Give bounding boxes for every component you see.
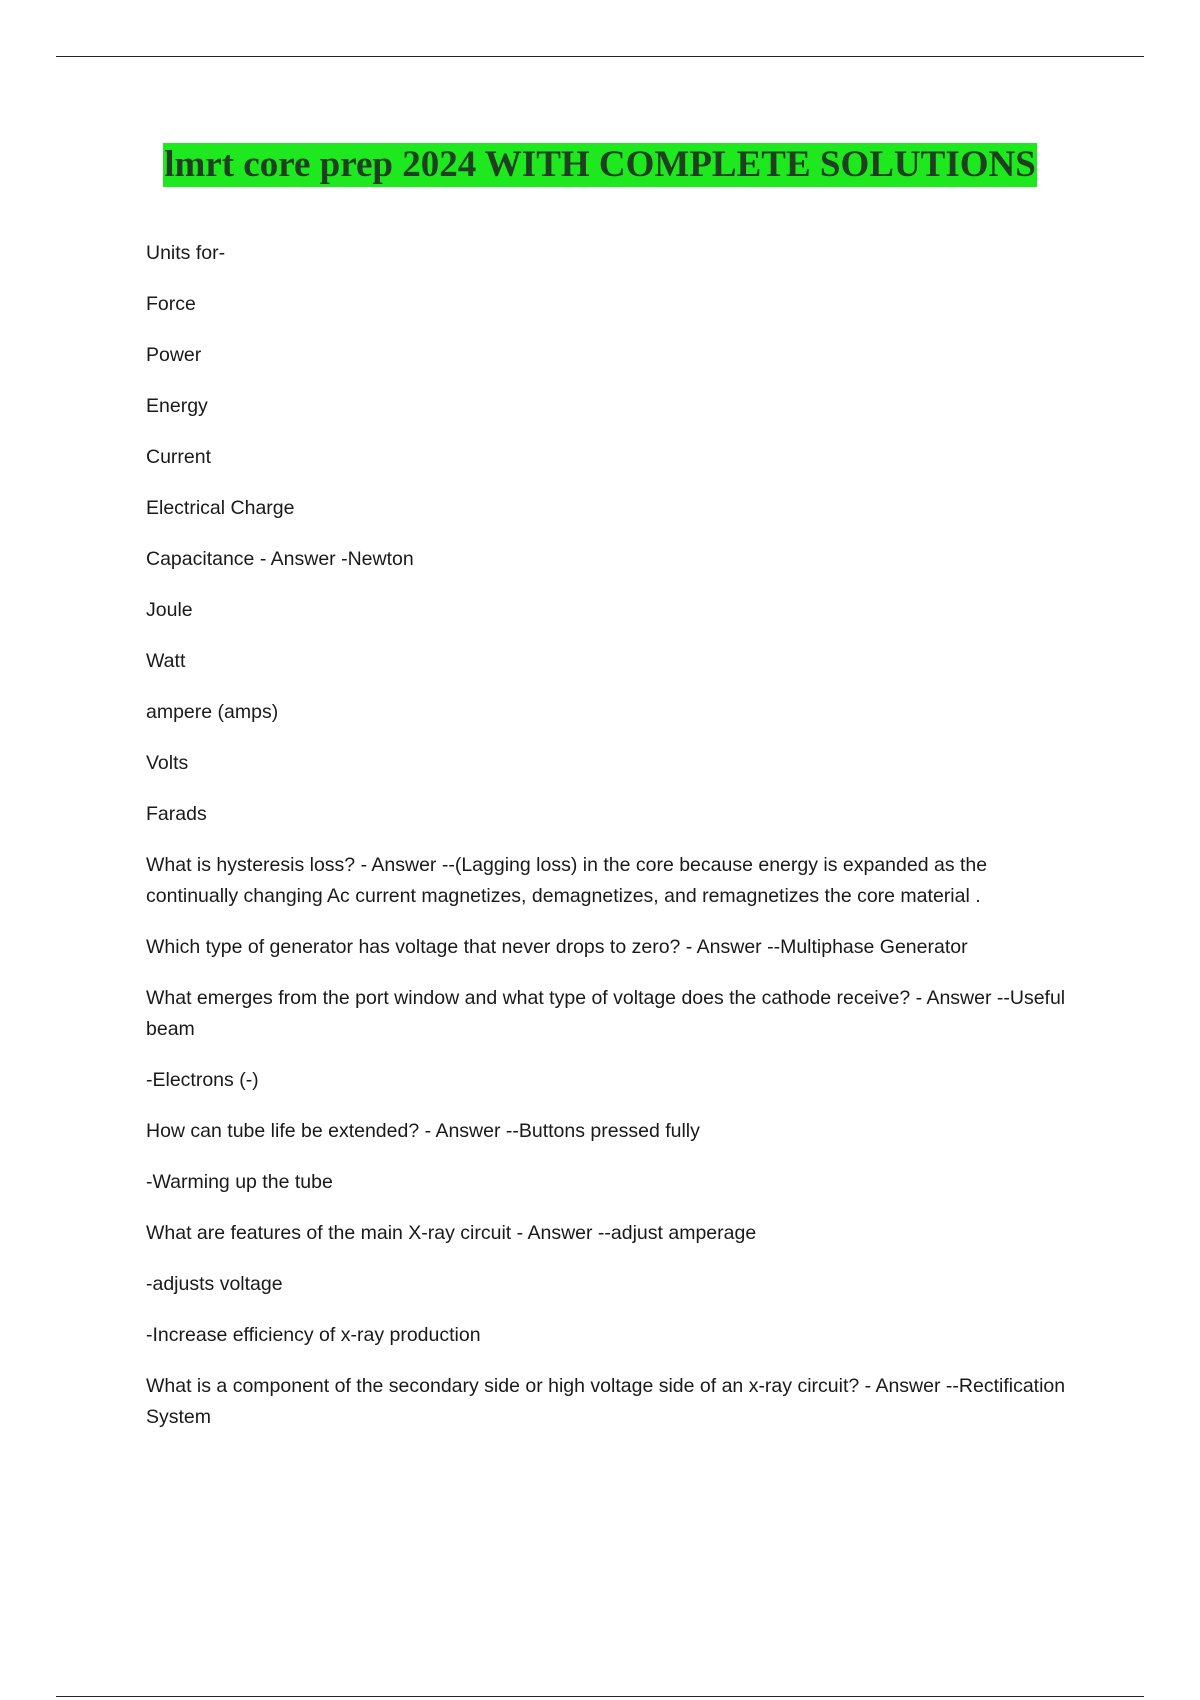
paragraph: Capacitance - Answer -Newton [146,548,414,570]
document-body [146,238,1066,1453]
paragraph: -adjusts voltage [146,1273,283,1295]
paragraph: What are features of the main X-ray circuit - Answer --adjust amperage [146,1222,757,1244]
paragraph: ampere (amps) [146,701,279,723]
paragraph: Which type of generator has voltage that never drops to zero? - Answer --Multiphase Generator [146,936,968,958]
paragraph: Farads [146,803,207,825]
paragraph: Watt [146,650,186,672]
paragraph: Volts [146,752,189,774]
paragraph: What is hysteresis loss? - Answer --(Lagging loss) in the core because energy is expanded as the continually changing Ac current magnetizes, demagnetizes, and remagnetizes the core material . [146,854,988,907]
title-container [0,143,1200,187]
top-rule [56,56,1144,57]
paragraph: What emerges from the port window and what type of voltage does the cathode receive? - Answer --Useful beam [146,987,1066,1040]
page-title: lmrt core prep 2024 WITH COMPLETE SOLUTIONS [164,144,1036,185]
paragraph: -Electrons (-) [146,1069,259,1091]
paragraph: Joule [146,599,193,621]
paragraph: Units for- [146,242,226,264]
paragraph: Energy [146,395,208,417]
paragraph: -Increase efficiency of x-ray production [146,1324,481,1346]
bottom-rule [56,1696,1144,1697]
paragraph: Current [146,446,212,468]
paragraph: How can tube life be extended? - Answer --Buttons pressed fully [146,1120,700,1142]
paragraph: What is a component of the secondary side or high voltage side of an x-ray circuit? - Answer --Rectification System [146,1375,1066,1428]
paragraph: -Warming up the tube [146,1171,333,1193]
paragraph: Power [146,344,202,366]
paragraph: Electrical Charge [146,497,295,519]
paragraph: Force [146,293,196,315]
